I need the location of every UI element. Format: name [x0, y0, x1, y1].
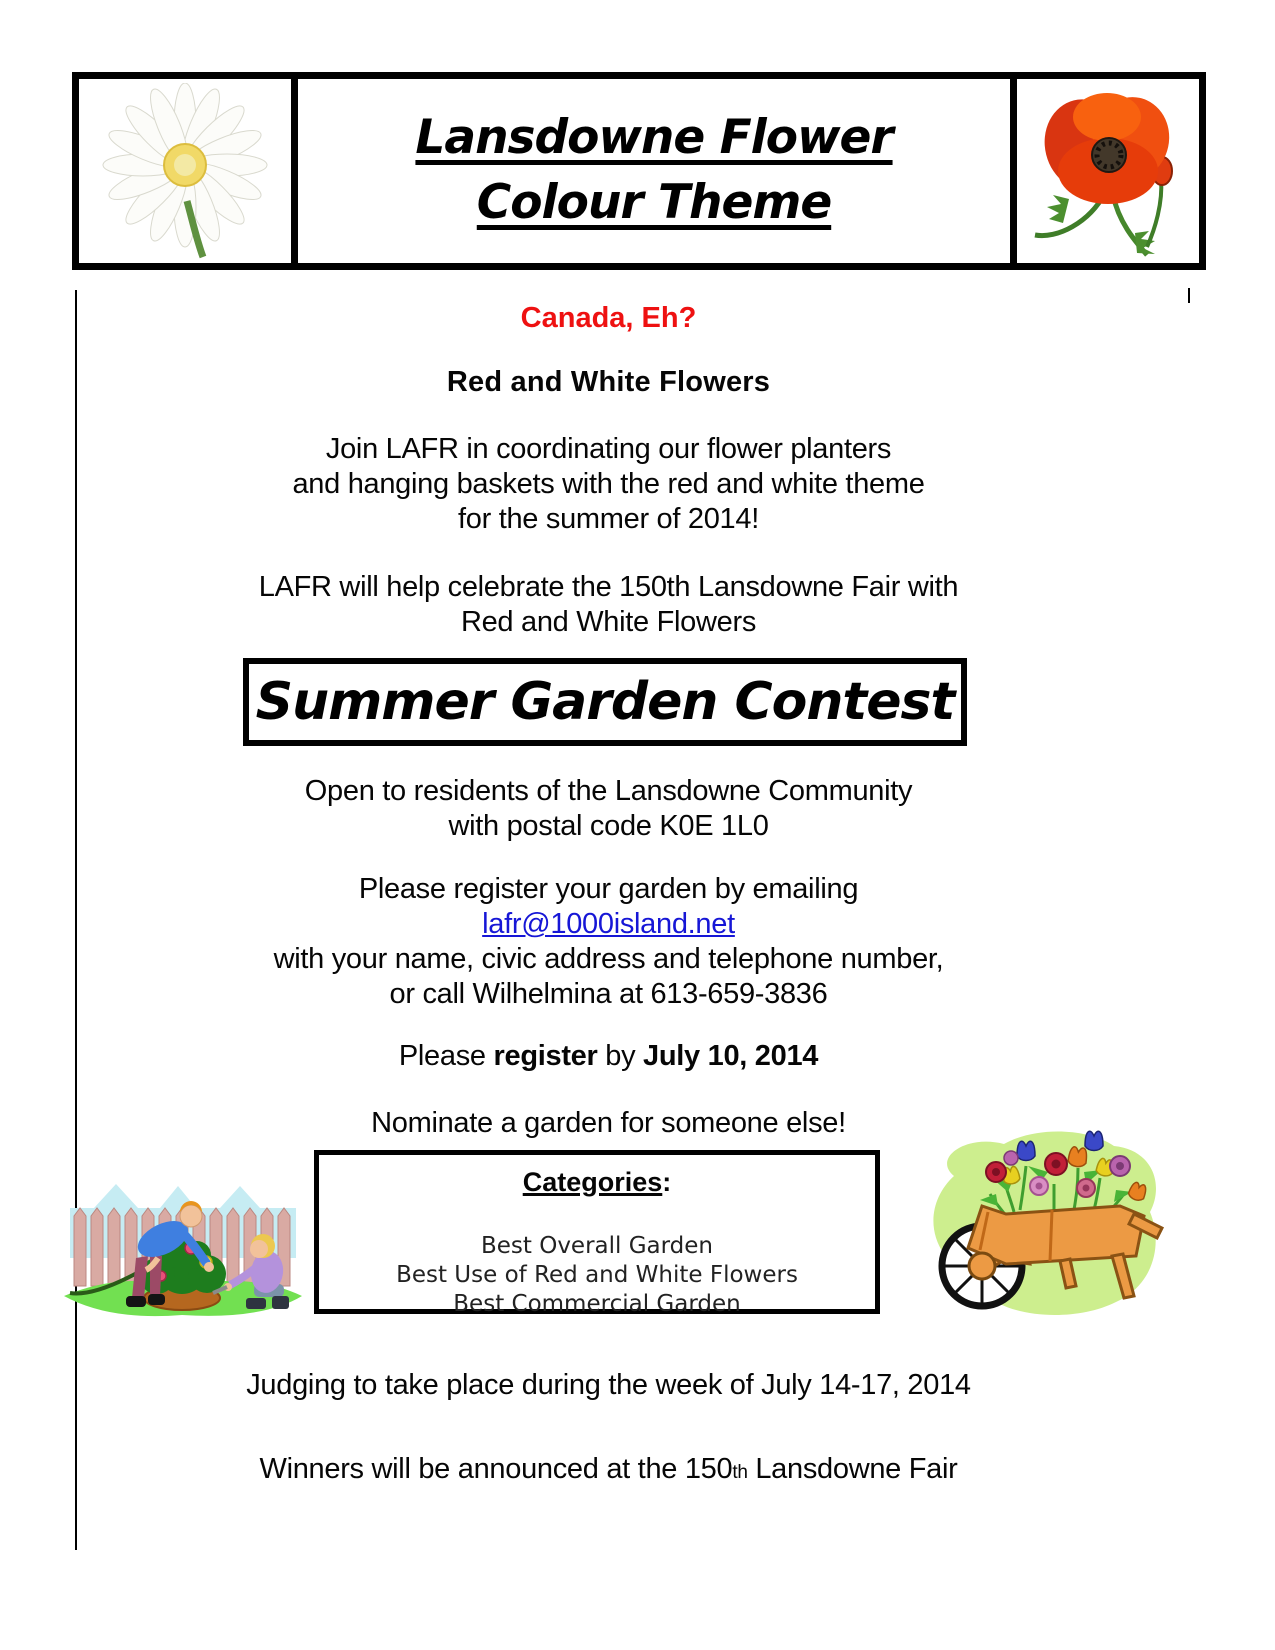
categories-heading-colon: : [662, 1167, 672, 1197]
paragraph-line: Red and White Flowers [460, 606, 757, 638]
paragraph-line: LAFR will help celebrate the 150th Lansdowne Fair with [258, 571, 959, 603]
register-instruction-line1: Please register your garden by emailing [358, 873, 859, 905]
category-item: Best Overall Garden [480, 1233, 714, 1259]
categories-list [319, 1232, 875, 1319]
deadline-text: by [597, 1040, 644, 1072]
flower-wheelbarrow-illustration [908, 1114, 1168, 1324]
register-instruction-line2: with your name, civic address and telephone number, [273, 943, 944, 975]
category-item: Best Use of Red and White Flowers [396, 1262, 798, 1288]
deadline-date-bold: July 10, 2014 [643, 1040, 819, 1072]
email-line [77, 907, 1140, 942]
winners-line [77, 1452, 1140, 1490]
paragraph-line: for the summer of 2014! [458, 503, 759, 535]
paragraph-line: Join LAFR in coordinating our flower planters [325, 433, 892, 465]
winners-text: Winners will be announced at the 150 [259, 1453, 733, 1485]
gardeners-illustration [60, 1146, 308, 1326]
winners-ordinal-suffix: th [732, 1462, 748, 1483]
intro-paragraph [77, 432, 1140, 537]
registration-deadline [77, 1039, 1140, 1074]
fair-paragraph [77, 570, 1140, 640]
email-link[interactable]: lafr@1000island.net [482, 908, 735, 940]
categories-heading [319, 1167, 875, 1198]
contest-title-box [243, 658, 967, 746]
tagline-canada-eh: Canada, Eh? [520, 302, 697, 334]
flyer-body [77, 0, 1140, 1650]
page-title-line1: Lansdowne Flower [415, 110, 893, 166]
deadline-register-bold: register [493, 1040, 598, 1072]
categories-box [314, 1150, 880, 1317]
eligibility-paragraph [77, 774, 1140, 844]
frame-corner-tick [1188, 288, 1190, 303]
subtitle-red-white-flowers: Red and White Flowers [446, 366, 771, 398]
judging-line: Judging to take place during the week of July 14-17, 2014 [246, 1369, 971, 1401]
paragraph-line: with postal code K0E 1L0 [448, 810, 769, 842]
paragraph-line: and hanging baskets with the red and white theme [292, 468, 925, 500]
nominate-line: Nominate a garden for someone else! [371, 1107, 846, 1139]
deadline-text: Please [398, 1040, 494, 1072]
categories-heading-text: Categories [522, 1167, 663, 1197]
phone-line: or call Wilhelmina at 613-659-3836 [389, 978, 828, 1010]
page-title-line2: Colour Theme [476, 175, 832, 230]
category-item: Best Commercial Garden [453, 1291, 741, 1317]
winners-text: Lansdowne Fair [747, 1453, 958, 1485]
contest-title: Summer Garden Contest [255, 672, 955, 732]
paragraph-line: Open to residents of the Lansdowne Community [304, 775, 913, 807]
